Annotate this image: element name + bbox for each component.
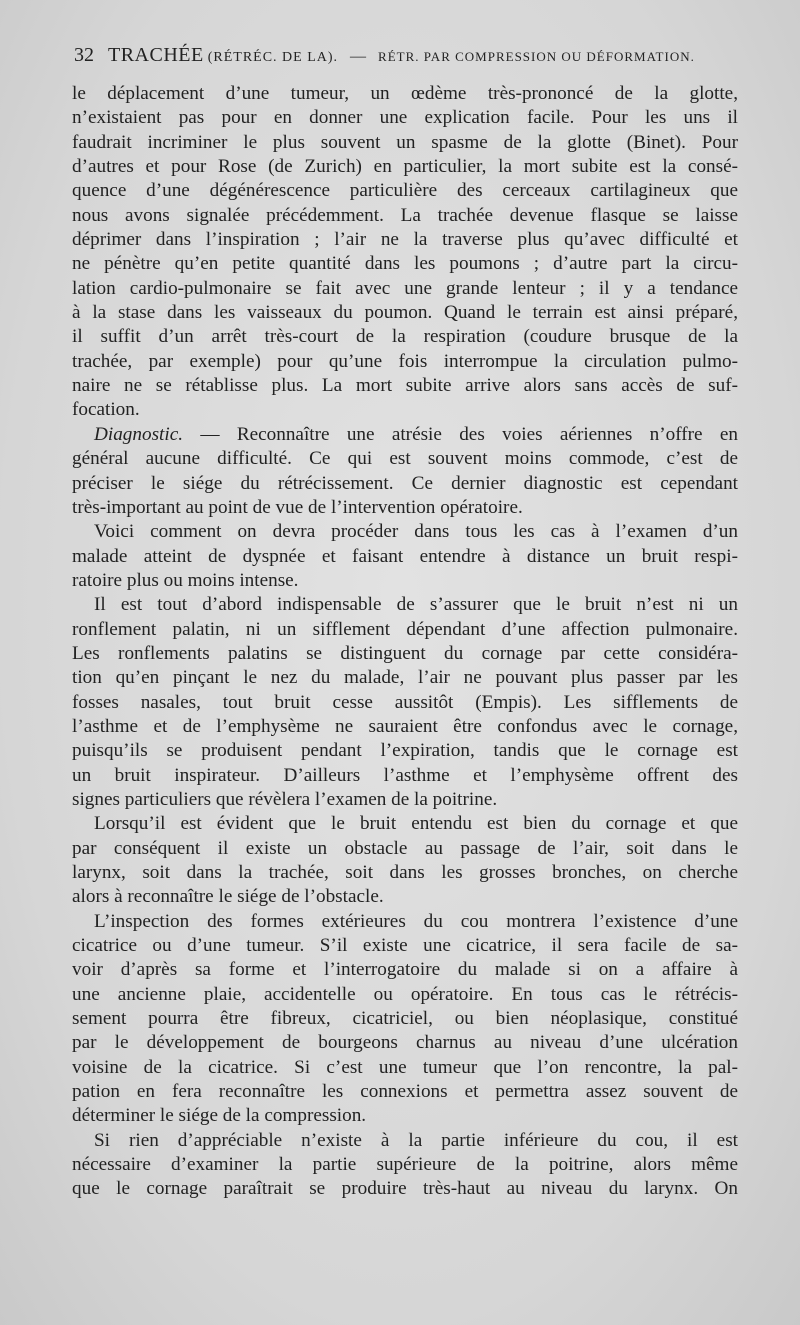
text-line: par le développement de bourgeons charnus au niveau d’une ulcération <box>72 1032 738 1054</box>
text-line: pation en fera reconnaître les connexions et permettra assez souvent de <box>72 1081 738 1103</box>
text-line: voisine de la cicatrice. Si c’est une tumeur que l’on rencontre, la pal- <box>72 1056 738 1078</box>
text-line: par conséquent il existe un obstacle au passage de l’air, soit dans le <box>72 837 738 859</box>
text-line: n’existaient pas pour en donner une explication facile. Pour les uns il <box>72 107 738 129</box>
text-line: sement pourra être fibreux, cicatriciel, ou bien néoplasique, constitué <box>72 1008 738 1030</box>
diagnostic-text: — Reconnaître une atrésie des voies aériennes n’offre en <box>183 423 738 445</box>
text-line: signes particuliers que révèlera l’examen de la poitrine. <box>72 788 498 810</box>
text-line: focation. <box>72 399 140 421</box>
text-line: Voici comment on devra procéder dans tous les cas à l’examen d’un <box>94 521 738 543</box>
text-line: ne pénètre qu’en petite quantité dans les poumons ; d’autre part la circu- <box>72 253 738 275</box>
text-line: général aucune difficulté. Ce qui est souvent moins commode, c’est de <box>72 448 738 470</box>
text-line: ronflement palatin, ni un sifflement dépendant d’une affection pulmonaire. <box>72 618 738 640</box>
text-line: ratoire plus ou moins intense. <box>72 569 299 591</box>
text-line: déterminer le siége de la compression. <box>72 1105 367 1127</box>
text-line: cicatrice ou d’une tumeur. S’il existe une cicatrice, il sera facile de sa- <box>72 935 738 957</box>
text-line: L’inspection des formes extérieures du cou montrera l’existence d’une <box>94 910 738 932</box>
text-line: nous avons signalée précédemment. La trachée devenue flasque se laisse <box>72 204 738 226</box>
text-line: Si rien d’appréciable n’existe à la partie inférieure du cou, il est <box>94 1129 738 1151</box>
text-line: déprimer dans l’inspiration ; l’air ne la traverse plus qu’avec difficulté et <box>72 229 738 251</box>
text-line: trachée, par exemple) pour qu’une fois interrompue la circulation pulmo- <box>72 350 738 372</box>
text-line: à la stase dans les vaisseaux du poumon. Quand le terrain est ainsi préparé, <box>72 302 738 324</box>
diagnostic-heading: Diagnostic. <box>94 423 184 445</box>
header-subtitle: RÉTR. PAR COMPRESSION OU DÉFORMATION. <box>378 49 695 64</box>
text-line: voir d’après sa forme et l’interrogatoire du malade si on a affaire à <box>72 959 738 981</box>
text-line: fosses nasales, tout bruit cesse aussitôt (Empis). Les sifflements de <box>72 691 738 713</box>
text-line: lation cardio-pulmonaire se fait avec une grande lenteur ; il y a tendance <box>72 277 738 299</box>
text-line: le déplacement d’une tumeur, un œdème très-prononcé de la glotte, <box>72 83 738 104</box>
running-header <box>74 44 738 74</box>
header-title-paren: (RÉTRÉC. DE LA). <box>207 50 339 65</box>
text-line: préciser le siége du rétrécissement. Ce dernier diagnostic est cependant <box>72 472 738 494</box>
page-number: 32 <box>74 44 94 66</box>
body-text <box>72 82 738 1202</box>
text-line: très-important au point de vue de l’intervention opératoire. <box>72 496 523 518</box>
diagnostic-line <box>72 423 738 447</box>
text-line: Il est tout d’abord indispensable de s’assurer que le bruit n’est ni un <box>94 594 738 616</box>
text-line: malade atteint de dyspnée et faisant entendre à distance un bruit respi- <box>72 545 738 567</box>
header-dash: — <box>350 48 367 65</box>
text-line: tion qu’en pinçant le nez du malade, l’air ne pouvant plus passer par les <box>72 667 738 689</box>
text-line: quence d’une dégénérescence particulière des cerceaux cartilagineux que <box>72 180 738 202</box>
text-line: puisqu’ils se produisent pendant l’expiration, tandis que le cornage est <box>72 740 738 762</box>
text-line: que le cornage paraîtrait se produire très-haut au niveau du larynx. On <box>72 1178 738 1200</box>
text-line: un bruit inspirateur. D’ailleurs l’asthme et l’emphysème offrent des <box>72 764 738 786</box>
text-line: Les ronflements palatins se distinguent du cornage par cette considéra- <box>72 642 738 664</box>
text-line: alors à reconnaître le siége de l’obstacle. <box>72 886 384 908</box>
text-line: faudrait incriminer le plus souvent un spasme de la glotte (Binet). Pour <box>72 131 738 153</box>
text-line: il suffit d’un arrêt très-court de la respiration (coudure brusque de la <box>72 326 738 348</box>
header-title: TRACHÉE <box>108 44 204 66</box>
text-line: l’asthme et de l’emphysème ne sauraient être confondus avec le cornage, <box>72 715 738 737</box>
text-line: nécessaire d’examiner la partie supérieure de la poitrine, alors même <box>72 1154 738 1176</box>
text-line: larynx, soit dans la trachée, soit dans les grosses bronches, on cherche <box>72 862 738 883</box>
text-line: une ancienne plaie, accidentelle ou opératoire. En tous cas le rétrécis- <box>72 983 738 1005</box>
text-line: Lorsqu’il est évident que le bruit entendu est bien du cornage et que <box>94 813 738 835</box>
text-line: d’autres et pour Rose (de Zurich) en particulier, la mort subite est la consé- <box>72 156 738 178</box>
text-line: naire ne se rétablisse plus. La mort subite arrive alors sans accès de suf- <box>72 375 738 397</box>
